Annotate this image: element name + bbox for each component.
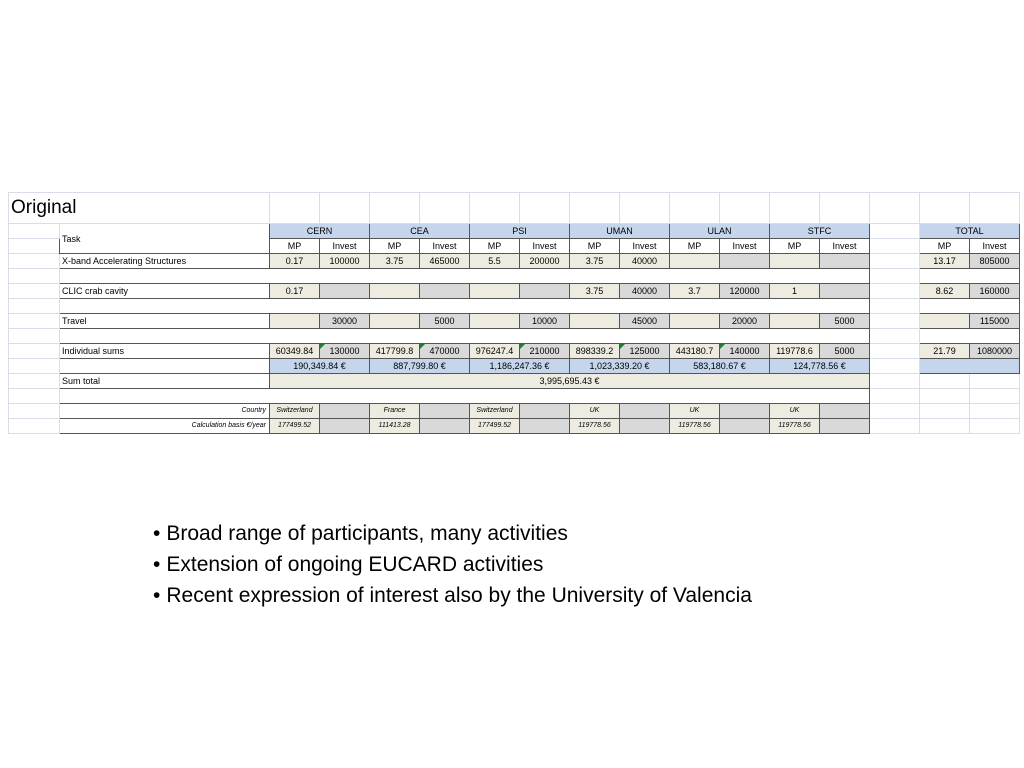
table-cell: 119778.6	[770, 344, 820, 359]
table-cell: 3.75	[370, 254, 420, 269]
table-cell: 119778.56	[770, 419, 820, 434]
table-row-institute-totals	[9, 359, 1020, 374]
table-cell: 40000	[620, 284, 670, 299]
table-cell	[770, 254, 820, 269]
total-mp-cell	[920, 314, 970, 329]
sum-total-value: 3,995,695.43 €	[270, 374, 870, 389]
budget-table	[8, 192, 1020, 434]
table-cell: 5000	[420, 314, 470, 329]
total-invest-cell: 115000	[970, 314, 1020, 329]
table-cell: 125000	[620, 344, 670, 359]
table-cell: 111413.28	[370, 419, 420, 434]
table-cell	[370, 284, 420, 299]
table-cell	[370, 314, 420, 329]
institute-header-stfc: STFC	[770, 224, 870, 239]
total-mp-cell: 21.79	[920, 344, 970, 359]
spacer-row	[9, 389, 1020, 404]
table-cell: 100000	[320, 254, 370, 269]
table-cell: UK	[770, 404, 820, 419]
table-cell: UK	[670, 404, 720, 419]
institute-header-cern: CERN	[270, 224, 370, 239]
mp-header: MP	[570, 239, 620, 254]
bullet-item: • Broad range of participants, many activities	[153, 518, 752, 549]
spreadsheet-area	[8, 192, 1020, 434]
table-cell: 200000	[520, 254, 570, 269]
institute-header-cea: CEA	[370, 224, 470, 239]
table-cell: 119778.56	[570, 419, 620, 434]
table-cell	[770, 314, 820, 329]
title-row	[9, 193, 1020, 224]
total-mp-header: MP	[920, 239, 970, 254]
bullet-item: • Extension of ongoing EUCARD activities	[153, 549, 752, 580]
table-row-calc-basis	[9, 419, 1020, 434]
table-row-xband	[9, 254, 1020, 269]
sheet-title: Original	[9, 193, 270, 224]
table-cell: 10000	[520, 314, 570, 329]
invest-header: Invest	[420, 239, 470, 254]
institute-header-ulan: ULAN	[670, 224, 770, 239]
table-cell: France	[370, 404, 420, 419]
table-cell: UK	[570, 404, 620, 419]
table-cell	[520, 284, 570, 299]
row-label: Country	[60, 404, 270, 419]
table-cell: 40000	[620, 254, 670, 269]
table-cell: 0.17	[270, 254, 320, 269]
invest-header: Invest	[520, 239, 570, 254]
total-mp-cell: 8.62	[920, 284, 970, 299]
table-cell	[470, 284, 520, 299]
table-cell: 443180.7	[670, 344, 720, 359]
spacer-row	[9, 299, 1020, 314]
table-cell: 45000	[620, 314, 670, 329]
total-invest-header: Invest	[970, 239, 1020, 254]
invest-header: Invest	[320, 239, 370, 254]
institute-header-uman: UMAN	[570, 224, 670, 239]
institute-total-uman: 1,023,339.20 €	[570, 359, 670, 374]
mp-header: MP	[270, 239, 320, 254]
table-cell: 3.75	[570, 284, 620, 299]
table-row-clic	[9, 284, 1020, 299]
table-row-country	[9, 404, 1020, 419]
table-cell: Switzerland	[470, 404, 520, 419]
row-label: Individual sums	[60, 344, 270, 359]
institute-total-psi: 1,186,247.36 €	[470, 359, 570, 374]
table-cell: Switzerland	[270, 404, 320, 419]
table-cell	[320, 284, 370, 299]
total-invest-cell: 1080000	[970, 344, 1020, 359]
table-cell: 470000	[420, 344, 470, 359]
mp-header: MP	[470, 239, 520, 254]
institute-total-cern: 190,349.84 €	[270, 359, 370, 374]
table-cell: 130000	[320, 344, 370, 359]
total-header: TOTAL	[920, 224, 1020, 239]
table-cell: 119778.56	[670, 419, 720, 434]
table-row-sum-total	[9, 374, 1020, 389]
bullet-list	[153, 518, 752, 611]
spacer-row	[9, 329, 1020, 344]
table-cell	[720, 254, 770, 269]
spacer-row	[9, 269, 1020, 284]
total-mp-cell: 13.17	[920, 254, 970, 269]
table-cell: 417799.8	[370, 344, 420, 359]
header-row-institutes	[9, 224, 1020, 239]
table-cell: 465000	[420, 254, 470, 269]
table-cell	[420, 284, 470, 299]
table-cell: 177499.52	[470, 419, 520, 434]
total-invest-cell: 160000	[970, 284, 1020, 299]
row-label: Travel	[60, 314, 270, 329]
institute-total-stfc: 124,778.56 €	[770, 359, 870, 374]
mp-header: MP	[670, 239, 720, 254]
row-label: Calculation basis €/year	[60, 419, 270, 434]
table-cell: 3.75	[570, 254, 620, 269]
table-cell: 0.17	[270, 284, 320, 299]
table-cell: 60349.84	[270, 344, 320, 359]
invest-header: Invest	[620, 239, 670, 254]
table-cell: 898339.2	[570, 344, 620, 359]
table-cell: 5000	[820, 314, 870, 329]
total-blank-cell	[920, 359, 1020, 374]
table-cell: 30000	[320, 314, 370, 329]
row-label: Sum total	[60, 374, 270, 389]
table-cell: 210000	[520, 344, 570, 359]
table-cell	[670, 314, 720, 329]
institute-total-cea: 887,799.80 €	[370, 359, 470, 374]
table-cell: 140000	[720, 344, 770, 359]
table-cell	[670, 254, 720, 269]
table-cell	[820, 254, 870, 269]
institute-total-ulan: 583,180.67 €	[670, 359, 770, 374]
invest-header: Invest	[820, 239, 870, 254]
table-cell: 1	[770, 284, 820, 299]
table-cell	[470, 314, 520, 329]
table-cell: 5000	[820, 344, 870, 359]
table-cell: 20000	[720, 314, 770, 329]
mp-header: MP	[370, 239, 420, 254]
table-cell: 5.5	[470, 254, 520, 269]
table-cell: 3.7	[670, 284, 720, 299]
invest-header: Invest	[720, 239, 770, 254]
task-header: Task	[60, 224, 270, 254]
table-cell	[270, 314, 320, 329]
table-cell	[570, 314, 620, 329]
table-cell	[820, 284, 870, 299]
table-row-travel	[9, 314, 1020, 329]
institute-header-psi: PSI	[470, 224, 570, 239]
bullet-item: • Recent expression of interest also by the University of Valencia	[153, 580, 752, 611]
table-cell: 120000	[720, 284, 770, 299]
table-row-individual-sums	[9, 344, 1020, 359]
row-label: CLIC crab cavity	[60, 284, 270, 299]
row-label: X-band Accelerating Structures	[60, 254, 270, 269]
mp-header: MP	[770, 239, 820, 254]
table-cell: 976247.4	[470, 344, 520, 359]
table-cell: 177499.52	[270, 419, 320, 434]
total-invest-cell: 805000	[970, 254, 1020, 269]
